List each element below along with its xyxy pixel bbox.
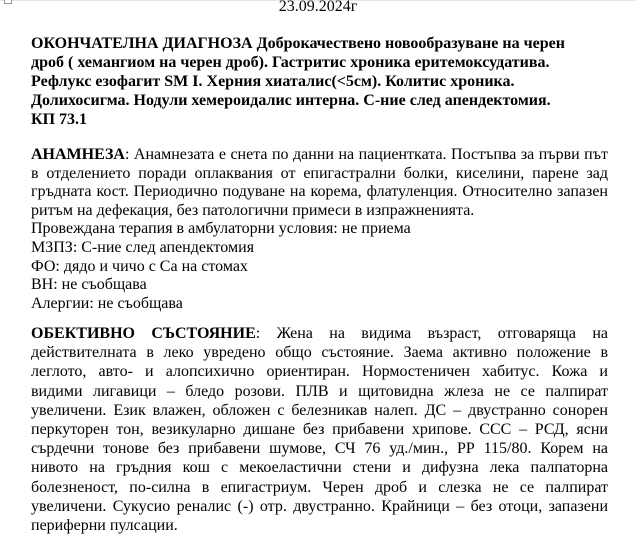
objective-line: действителната в леко увредено общо състояние. Заема активно положение в [31, 344, 608, 362]
objective-line: : Жена на видима възраст, отговаряща на [255, 325, 608, 342]
objective-line: сърдечни тонове без прибавени шумове, СЧ 76 уд./мин., РР 115/80. Корем на [31, 440, 608, 458]
diagnosis-line: Рефлукс езофагит SM I. Херния хиаталис(<5см). Колитис хроника. [31, 73, 515, 90]
anamnesis-line: гръдната кост. Периодично подуване на корема, флатуленция. Относително запазен [31, 183, 608, 201]
objective-status-section [31, 324, 608, 535]
objective-line: увеличени. Език влажен, обложен с белезникав налеп. ДС – двустранно сонорен [31, 401, 608, 419]
therapy-line: Провеждана терапия в амбулаторни условия: не приема [31, 220, 411, 238]
objective-line: увеличени. Сукусио реналис (-) отр. двустранно. Крайници – без отоци, запазени [31, 497, 608, 515]
anamnesis-heading: АНАМНЕЗА [31, 146, 125, 163]
anamnesis-line: ритъм на дефекация, без патологични примеси в изпражненията. [31, 201, 475, 219]
objective-line: перкуторен тон, везикуларно дишане без прибавени хрипове. ССС – РСД, ясни [31, 420, 608, 438]
anamnesis-line: : Анамнезата е снета по данни на пациентката. Постъпва за първи път [124, 146, 608, 163]
past-diseases-line: МЗПЗ: С-ние след апендектомия [31, 238, 255, 256]
diagnosis-code: КП 73.1 [31, 111, 88, 128]
anamnesis-line: в отделението поради оплаквания от епигастрални болки, киселини, парене зад [31, 164, 608, 182]
anamnesis-section [31, 146, 608, 313]
objective-line: болезненост, по-силна в епигастриум. Черен дроб и слезка не се палпират [31, 478, 608, 496]
objective-line: нивото на гръдния кош с мекоеластични стени и дифузна лека палпаторна [31, 459, 608, 477]
objective-line: видими лигавици – бледо розови. ПЛВ и щитовидна жлеза не се палпират [31, 382, 608, 400]
final-diagnosis-section [31, 34, 608, 129]
document-date: 23.09.2024г [278, 0, 358, 15]
diagnosis-heading: ОКОНЧАТЕЛНА ДИАГНОЗА [31, 35, 253, 52]
diagnosis-line: Долихосигма. Нодули хемероидалис интерна. С-ние след апендектомия. [31, 92, 551, 109]
objective-heading: ОБЕКТИВНО СЪСТОЯНИЕ [31, 325, 256, 342]
objective-line: периферни пулсации. [31, 516, 178, 534]
diagnosis-line: Доброкачествено новообразуване на черен [256, 35, 565, 52]
allergies-line: Алергии: не съобщава [31, 294, 183, 312]
family-history-line: ФО: дядо и чичо с Са на стомах [31, 257, 248, 275]
objective-line: леглото, авто- и алопсихично ориентиран. Нормостеничен хабитус. Кожа и [31, 363, 608, 381]
diagnosis-line: дроб ( хемангиом на черен дроб). Гастритис хроника еритемоксудатива. [31, 54, 550, 71]
harmful-habits-line: ВН: не съобщава [31, 276, 147, 294]
